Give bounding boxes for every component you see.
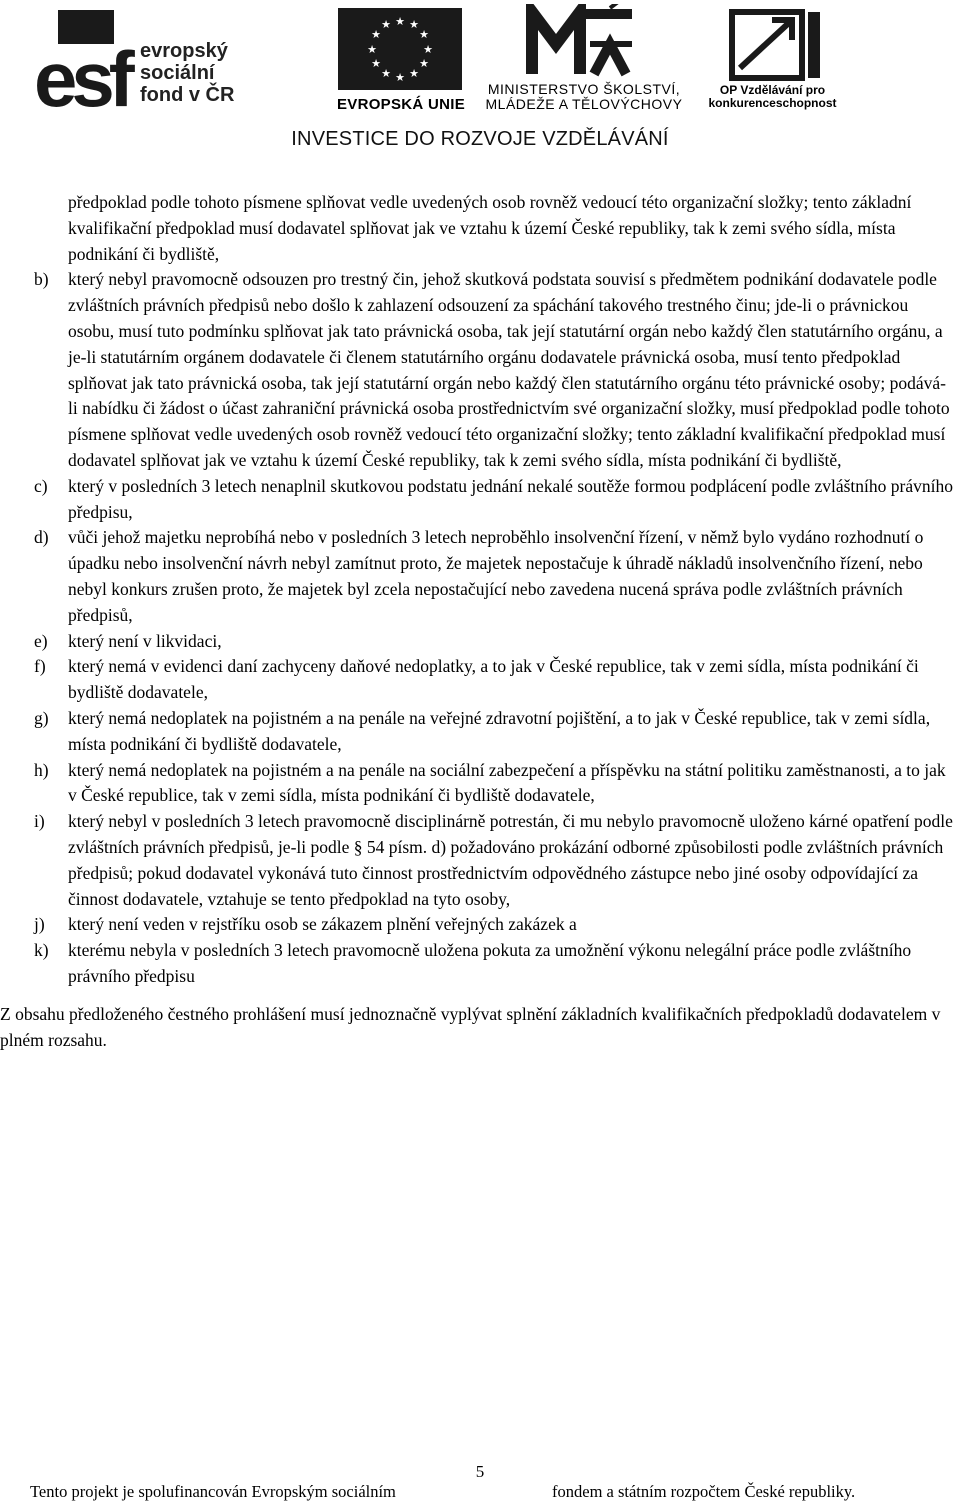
header-logos xyxy=(0,0,960,160)
list-marker: i) xyxy=(34,811,45,832)
list-marker: f) xyxy=(34,656,46,677)
list-marker: b) xyxy=(34,269,49,290)
svg-text:★: ★ xyxy=(395,15,405,28)
svg-text:★: ★ xyxy=(409,67,419,80)
footer-left-text: Tento projekt je spolufinancován Evropským sociálním xyxy=(30,1482,396,1501)
list-item xyxy=(0,474,954,526)
tagline: INVESTICE DO ROZVOJE VZDĚLÁVÁNÍ xyxy=(291,128,669,150)
op-mark-icon xyxy=(700,6,845,82)
svg-text:★: ★ xyxy=(395,71,405,84)
svg-text:★: ★ xyxy=(371,57,381,70)
list-marker: d) xyxy=(34,527,49,548)
list-item xyxy=(0,267,954,473)
op-label: OP Vzdělávání pro konkurenceschopnost xyxy=(708,83,837,110)
eu-logo xyxy=(336,8,466,112)
list-item-text: který nebyl pravomocně odsouzen pro trestný čin, jehož skutková podstata souvisí s předmětem podnikání dodavatele podle zvláštních právních předpisů nebo došlo k zahlazení odsouzení za spáchání takového trestného činu; jde-li o právnickou osobu, musí tuto podmínku splňovat jak tato právnická osoba, tak její statutární orgán nebo každý člen statutárního orgánu, a je-li statutárním orgánem dodavatele či členem statutárního orgánu dodavatele právnická osoba, musí tento předpoklad splňovat jak tato právnická osoba, tak její statutární orgán nebo každý člen statutárního orgánu této právnické osoby; podává-li nabídku či žádost o účast zahraniční právnická osoba prostřednictvím své organizační složky, musí předpoklad podle tohoto písmene splňovat vedle uvedených osob rovněž vedoucí této organizační složky; tento základní kvalifikační předpoklad musí dodavatel splňovat jak ve vztahu k území České republiky, tak k zemi svého sídla, místa podnikání či bydliště, xyxy=(68,269,950,470)
document-body xyxy=(0,190,960,1053)
list-item xyxy=(0,629,954,655)
list-marker: c) xyxy=(34,475,48,496)
svg-text:★: ★ xyxy=(419,57,429,70)
list-marker: k) xyxy=(34,940,49,961)
list-item xyxy=(0,525,954,628)
esf-mark-icon xyxy=(30,6,138,114)
svg-text:★: ★ xyxy=(419,28,429,41)
eu-label: EVROPSKÁ UNIE xyxy=(336,96,466,113)
list-marker: e) xyxy=(34,630,48,651)
list-item xyxy=(0,912,954,938)
list-item-text: který nemá nedoplatek na pojistném a na penále na veřejné zdravotní pojištění, a to jak v České republice, tak v zemi sídla, místa podnikání či bydliště dodavatele, xyxy=(68,707,931,754)
continuation-paragraph: předpoklad podle tohoto písmene splňovat vedle uvedených osob rovněž vedoucí této organizační složky; tento základní kvalifikační předpoklad musí dodavatel splňovat jak ve vztahu k území České republiky, tak k zemi svého sídla, místa podnikání či bydliště, xyxy=(68,192,912,264)
page-number: 5 xyxy=(475,1462,485,1481)
final-paragraph: Z obsahu předloženého čestného prohlášení musí jednoznačně vyplývat splnění základních kvalifikačních předpokladů dodavatelem v plném rozsahu. xyxy=(0,1003,941,1050)
list-marker: j) xyxy=(34,914,45,935)
svg-text:★: ★ xyxy=(409,18,419,31)
list-marker: g) xyxy=(34,707,49,728)
list-item-text: který není v likvidaci, xyxy=(68,630,222,651)
op-logo xyxy=(700,6,845,116)
requirements-list xyxy=(0,267,960,989)
esf-label: evropský sociální fond v ČR xyxy=(140,40,235,106)
svg-text:★: ★ xyxy=(381,18,391,31)
esf-logo xyxy=(30,6,330,114)
list-item-text: který v posledních 3 letech nenaplnil skutkovou podstatu jednání nekalé soutěže formou podplácení podle zvláštního právního předpisu, xyxy=(68,475,953,522)
footer-right-text: fondem a státním rozpočtem České republiky. xyxy=(552,1482,856,1501)
list-item-text: který nebyl v posledních 3 letech pravomocně disciplinárně potrestán, či mu nebylo pravomocně uloženo kárné opatření podle zvláštních právních předpisů, je-li podle § 54 písm. d) požadováno prokázání odborné způsobilosti podle zvláštních právních předpisů; pokud dodavatel vykonává tuto činnost prostřednictvím odpovědného zástupce nebo jiné osoby odpovídající za činnost dodavatele, vztahuje se tento předpoklad na tyto osoby, xyxy=(68,811,953,909)
list-item xyxy=(0,758,954,810)
list-item-text: který nemá nedoplatek na pojistném a na penále na sociální zabezpečení a příspěvku na státní politiku zaměstnanosti, a to jak v České republice, tak v zemi sídla, místa podnikání či bydliště dodavatele, xyxy=(68,759,946,806)
msmt-label: MINISTERSTVO ŠKOLSTVÍ, MLÁDEŽE A TĚLOVÝCHOVY xyxy=(485,81,683,112)
list-item-text: který není veden v rejstříku osob se zákazem plnění veřejných zakázek a xyxy=(68,914,577,935)
msmt-mark-icon xyxy=(474,4,694,80)
list-item xyxy=(0,938,954,990)
eu-flag-icon xyxy=(338,8,462,90)
list-item-text: vůči jehož majetku neprobíhá nebo v posledních 3 letech neproběhlo insolvenční řízení, v němž bylo vydáno rozhodnutí o úpadku nebo insolvenční návrh nebyl zamítnut proto, že majetek nepostačuje k úhradě nákladů insolvenčního řízení, nebo nebyl konkurs zrušen proto, že majetek byl zcela nepostačující nebo zavedena nucená správa podle zvláštních právních předpisů, xyxy=(68,527,924,625)
svg-text:esf: esf xyxy=(34,35,129,114)
list-marker: h) xyxy=(34,759,49,780)
svg-text:★: ★ xyxy=(371,28,381,41)
list-item-text: který nemá v evidenci daní zachyceny daňové nedoplatky, a to jak v České republice, tak v zemi sídla, místa podnikání či bydliště dodavatele, xyxy=(68,656,919,703)
svg-text:★: ★ xyxy=(423,43,433,56)
svg-text:★: ★ xyxy=(367,43,377,56)
list-item-text: kterému nebyla v posledních 3 letech pravomocně uložena pokuta za umožnění výkonu nelegální práce podle zvláštního právního předpisu xyxy=(68,940,912,986)
msmt-logo xyxy=(474,4,694,114)
svg-text:★: ★ xyxy=(381,67,391,80)
list-item xyxy=(0,809,954,912)
list-item xyxy=(0,706,954,758)
list-item xyxy=(0,654,954,706)
